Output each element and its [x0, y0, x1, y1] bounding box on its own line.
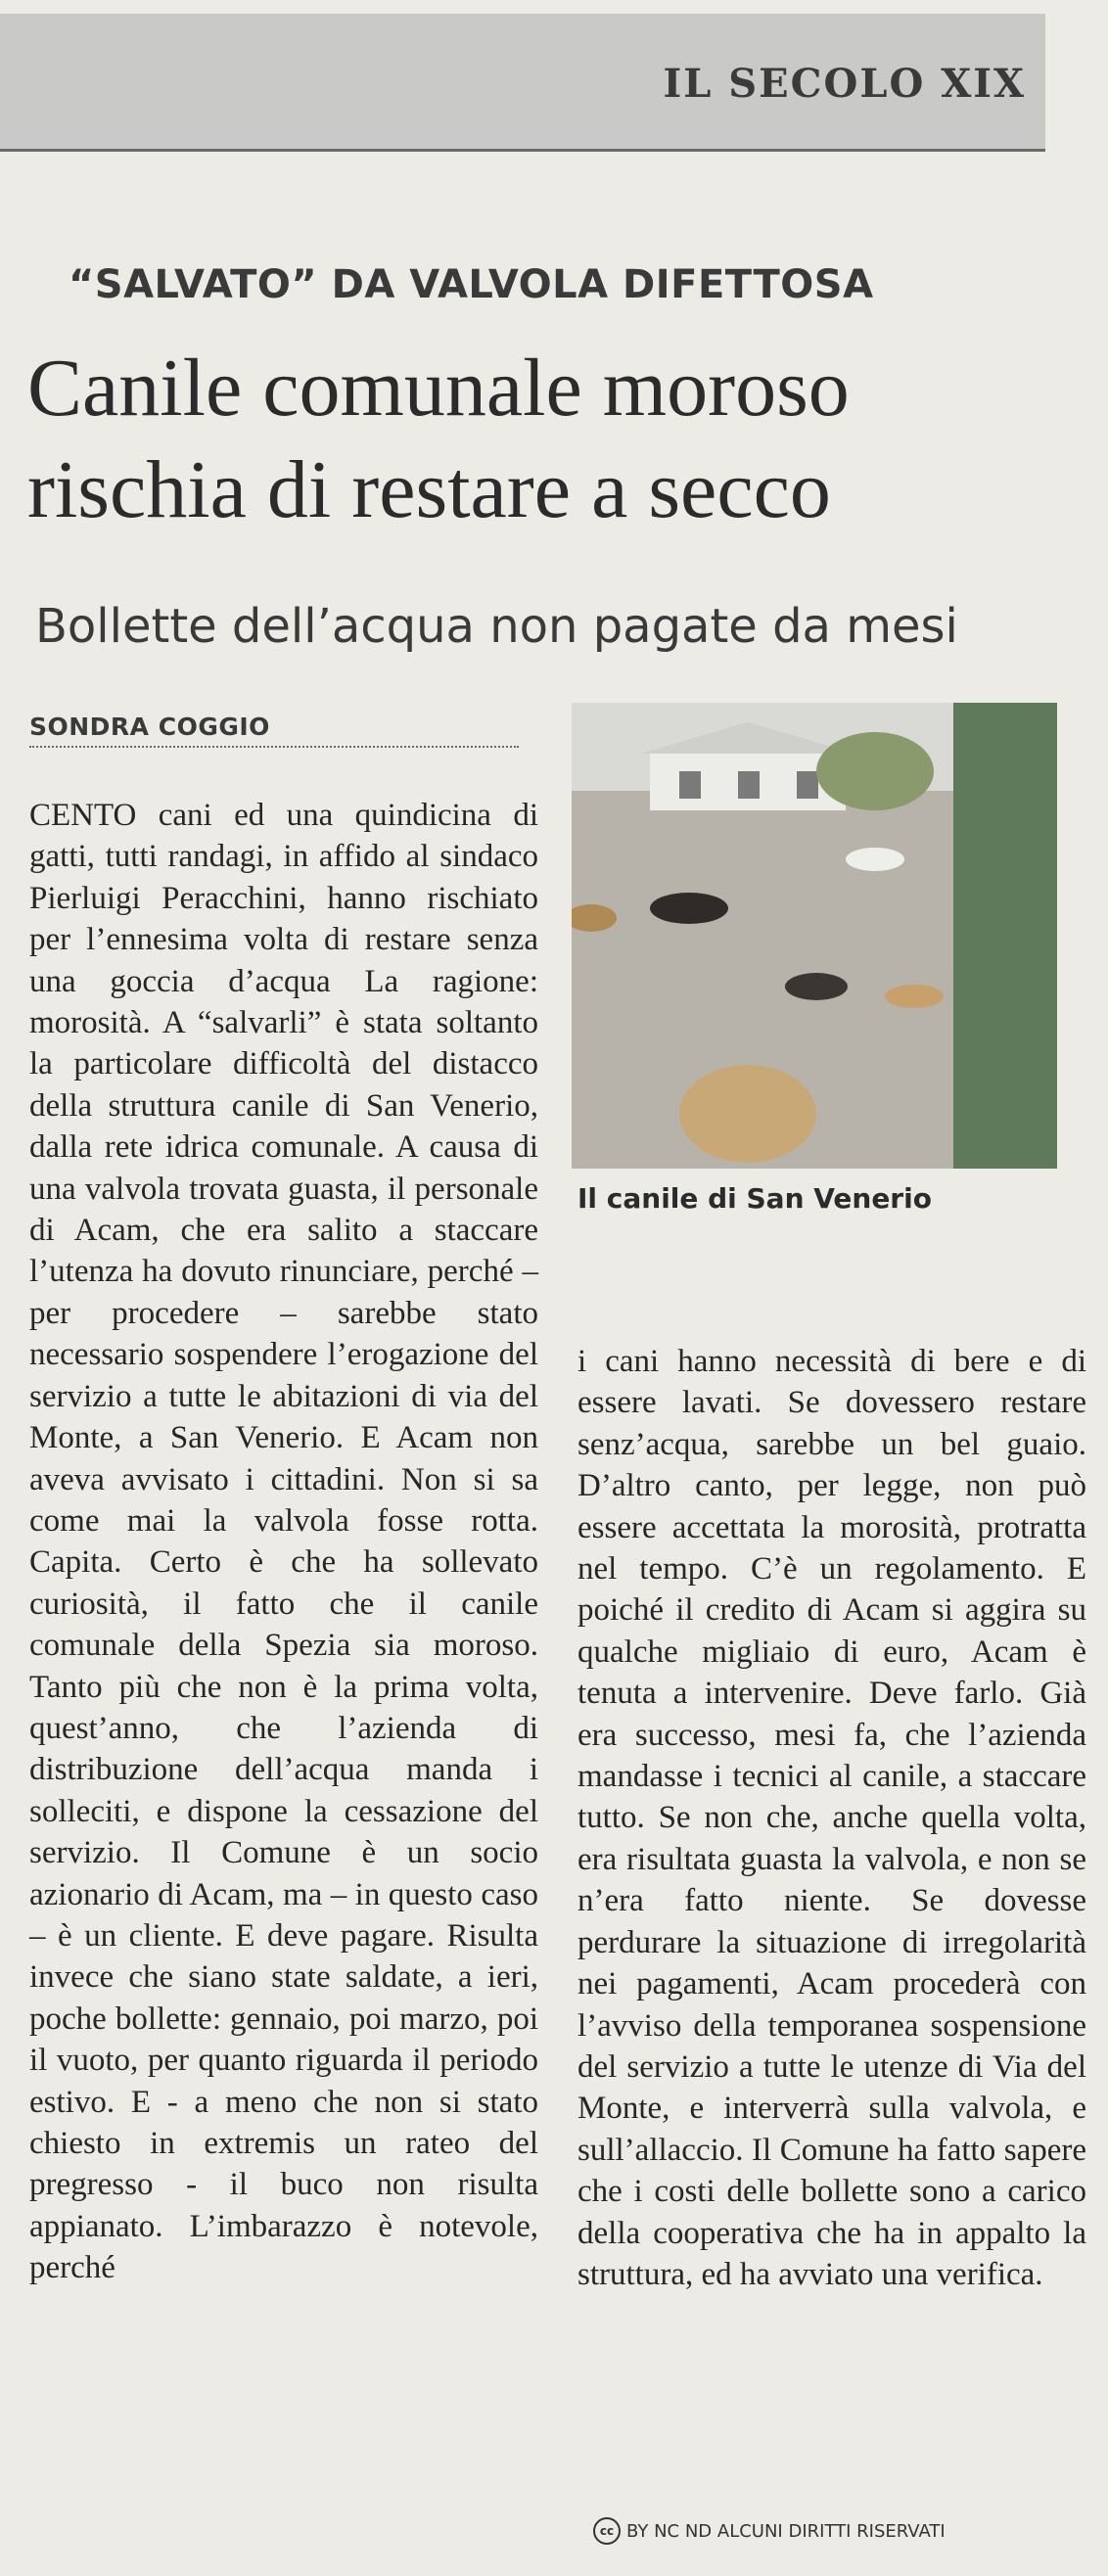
license-text: BY NC ND ALCUNI DIRITTI RISERVATI — [626, 2520, 946, 2542]
article-headline — [27, 338, 1045, 541]
kennel-photo — [572, 703, 1057, 1169]
masthead-name: IL SECOLO XIX — [663, 61, 1026, 107]
creative-commons-icon: cc — [593, 2517, 621, 2545]
license-footer — [593, 2517, 946, 2545]
body-column-1 — [29, 795, 538, 2289]
masthead-band — [0, 14, 1045, 152]
headline-line-2: rischia di restare a secco — [27, 444, 831, 535]
column-2-text: i cani hanno necessità di bere e di essere lavati. Se dovessero restare senz’acqua, sarebbe un bel guaio. D’altro canto, per legge, non può essere accettata la morosità, protratta nel tempo. C’è un regolamento. E poiché il credito di Acam si aggira su qualche migliaio di euro, Acam è tenuta a intervenire. Deve farlo. Già era successo, mesi fa, che l’azienda mandasse i tecnici al canile, a staccare tutto. Se non che, anche quella volta, era risultata guasta la valvola, e non se n’era fatto niente. Se dovesse perdurare la situazione di irregolarità nei pagamenti, Acam procederà con l’avviso della temporanea sospensione del servizio a tutte le utenze di Via del Monte, e interverrà sulla valvola, e sull’allaccio. Il Comune ha fatto sapere che i costi delle bollette sono a carico della cooperativa che ha in appalto la struttura, ed ha avviato una verifica. — [577, 1344, 1086, 2292]
article-kicker: “SALVATO” DA VALVOLA DIFETTOSA — [69, 262, 874, 307]
byline-divider — [29, 746, 519, 748]
kennel-photo-illustration — [572, 703, 1057, 1169]
photo-caption: Il canile di San Venerio — [577, 1182, 932, 1215]
column-1-text: CENTO cani ed una quindicina di gatti, tutti randagi, in affido al sindaco Pierluigi Peracchini, hanno rischiato per l’ennesima volta di restare senza una goccia d’acqua La ragione: morosità. A “salvarli” è stata soltanto la particolare difficoltà del distacco della struttura canile di San Venerio, dalla rete idrica comunale. A causa di una valvola trovata guasta, il personale di Acam, che era salito a staccare l’utenza ha dovuto rinunciare, perché – per procedere – sarebbe stato necessario sospendere l’erogazione del servizio a tutte le abitazioni di via del Monte, a San Venerio. E Acam non aveva avvisato i cittadini. Non si sa come mai la valvola fosse rotta. Capita. Certo è che ha sollevato curiosità, il fatto che il canile comunale della Spezia sia moroso. Tanto più che non è la prima volta, quest’anno, che l’azienda di distribuzione dell’acqua manda i solleciti, e dispone la cessazione del servizio. Il Comune è un socio azionario di Acam, ma – in questo caso – è un cliente. E deve pagare. Risulta invece che siano state saldate, a ieri, poche bollette: gennaio, poi marzo, poi il vuoto, per quanto riguarda il periodo estivo. E - a meno che non si stato chiesto in extremis un rateo del pregresso - il buco non risulta appianato. L’imbarazzo è notevole, perché — [29, 798, 538, 2286]
article-deck: Bollette dell’acqua non pagate da mesi — [35, 599, 958, 654]
headline-line-1: Canile comunale moroso — [27, 343, 850, 434]
article-byline: SONDRA COGGIO — [29, 713, 270, 741]
body-column-2 — [577, 1341, 1086, 2295]
